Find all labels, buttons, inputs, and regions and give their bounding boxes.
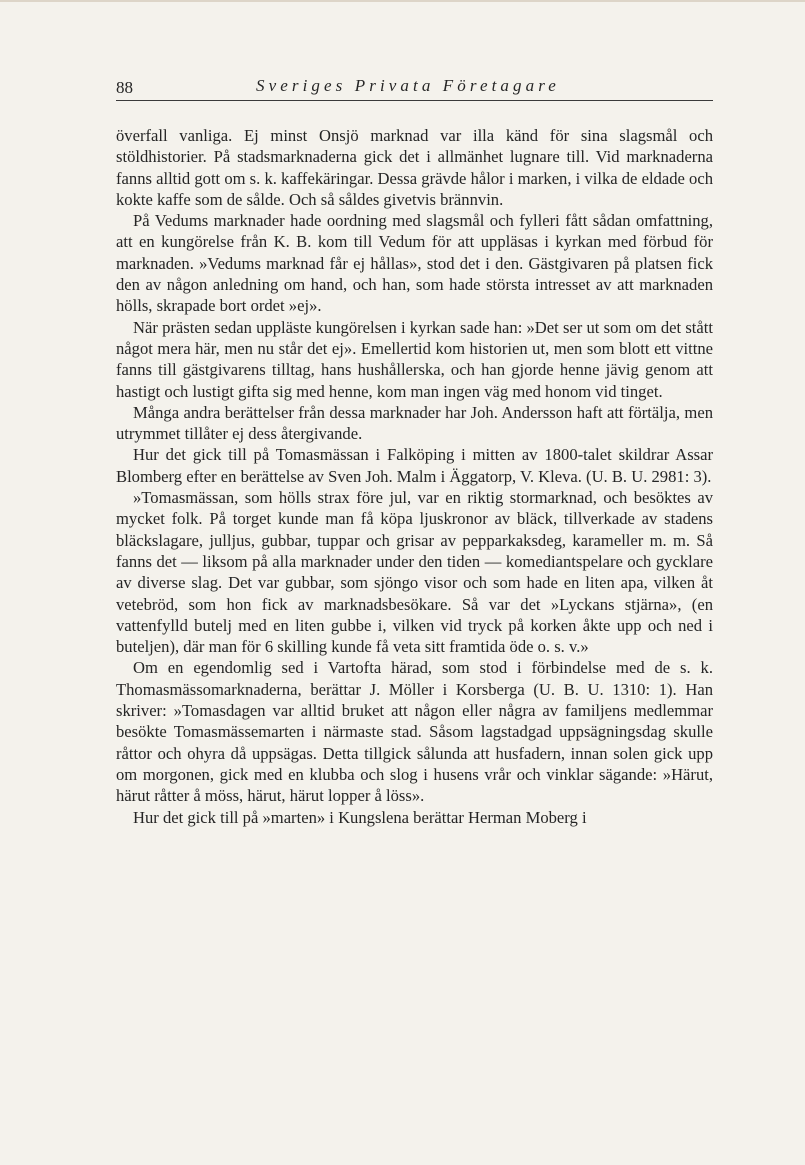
paragraph: Hur det gick till på »marten» i Kungslena berättar Herman Moberg i xyxy=(133,807,587,827)
paragraph: Hur det gick till på Tomasmässan i Falköping i mitten av 1800-talet skildrar Assar Blomberg efter en berättelse av Sven Joh. Malm i Äggatorp, V. Kleva. (U. B. U. 2981: 3). xyxy=(116,445,713,486)
running-title: Sveriges Privata Företagare xyxy=(256,76,560,95)
paragraph: överfall vanliga. Ej minst Onsjö marknad var illa känd för sina slagsmål och stöldhistorier. På stadsmarknaderna gick det i allmänhet lugnare till. Vid marknaderna fanns alltid gott om s. k. kaffekäringar. Dessa grävde hålor i marken, i vilka de eldade och kokte kaffe som de sålde. Och så såldes givetvis brännvin. xyxy=(116,126,713,209)
body-text xyxy=(116,125,713,828)
page-top-edge xyxy=(0,0,805,2)
paragraph: Om en egendomlig sed i Vartofta härad, som stod i förbindelse med de s. k. Thomasmässomarknaderna, berättar J. Möller i Korsberga (U. B. U. 1310: 1). Han skriver: »Tomasdagen var alltid bruket att någon eller några av familjens medlemmar besökte Tomasmässemarten i närmaste stad. Såsom lagstadgad uppsägningsdag skulle råttor och ohyra då uppsägas. Detta tillgick sålunda att husfadern, innan solen gick upp om morgonen, gick med en klubba och slog i husens vrår och vinklar sägande: »Härut, härut råtter å möss, härut, härut lopper å löss». xyxy=(116,658,713,806)
paragraph: När prästen sedan uppläste kungörelsen i kyrkan sade han: »Det ser ut som om det stått något mera här, men nu står det ej». Emellertid kom historien ut, men som blott ett vittne fanns till gästgivarens tilltag, hans hushållerska, och han gjorde henne jävig genom att hastigt och lustigt gifta sig med henne, kom man ingen väg med honom vid tinget. xyxy=(116,317,713,401)
paragraph: Många andra berättelser från dessa marknader har Joh. Andersson haft att förtälja, men utrymmet tillåter ej dess återgivande. xyxy=(116,402,713,444)
page-header xyxy=(116,76,713,101)
paragraph: »Tomasmässan, som hölls strax före jul, var en riktig stormarknad, och besöktes av mycket folk. På torget kunde man få köpa ljuskronor av bläck, tillverkade av stadens bläckslagare, julljus, gubbar, tuppar och grisar av pepparkaksdeg, karameller m. m. Så fanns det — liksom på alla marknader under den tiden — komediantspelare och gycklare av diverse slag. Det var gubbar, som sjöngo visor och som hade en liten apa, vilken åt vetebröd, som hon fick av marknadsbesökare. Så var det »Lyckans stjärna», (en vattenfylld butelj med en liten gubbe i, vilken vid tryck på korken åkte upp och ned i buteljen), där man för 6 skilling kunde få veta sitt framtida öde o. s. v.» xyxy=(116,488,713,657)
paragraph: På Vedums marknader hade oordning med slagsmål och fylleri fått sådan omfattning, att en kungörelse från K. B. kom till Vedum för att uppläsas i kyrkan med förbud för marknaden. »Vedums marknad får ej hållas», stod det i den. Gästgivaren på platsen fick den av någon anledning om hand, och han, som hade största intresset av att marknaden hölls, skrapade bort ordet »ej». xyxy=(116,211,713,316)
page-number: 88 xyxy=(116,78,133,97)
